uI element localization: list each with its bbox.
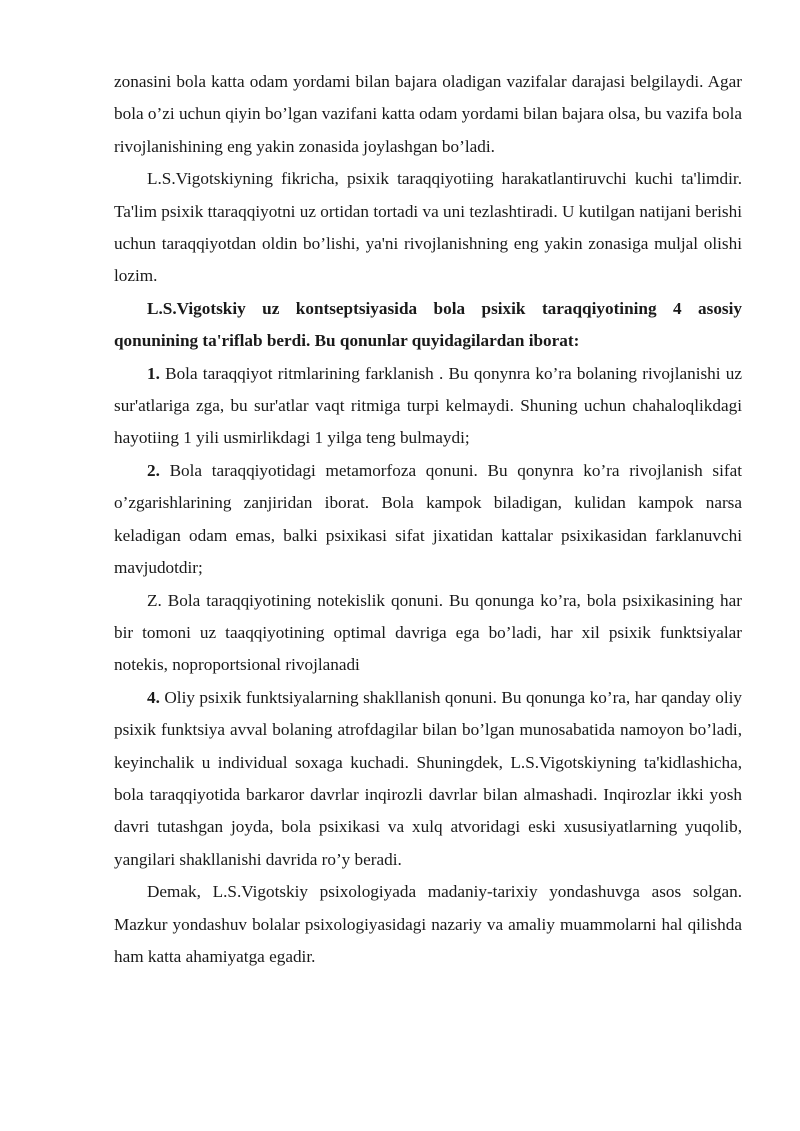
paragraph-conclusion: Demak, L.S.Vigotskiy psixologiyada madaniy-tarixiy yondashuvga asos solgan. Mazkur yondashuv bolalar psixologiyasidagi nazariy va amaliy muammolarni hal qilishda ham katta ahamiyatga egadir. (114, 882, 742, 966)
law-1-text: Bola taraqqiyot ritmlarining farklanish . Bu qonynra ko’ra bolaning rivojlanishi uz sur'atlariga zga, bu sur'atlar vaqt ritmiga turpi kelmaydi. Shuning uchun chahaloqlikdagi hayotiing 1 yili usmirlikdagi 1 yilga teng bulmaydi; (114, 363, 742, 448)
law-2-text: Bola taraqqiyotidagi metamorfoza qonuni. Bu qonynra ko’ra rivojlanish sifat o’zgarishlarining zanjiridan iborat. Bola kampok biladigan, kulidan kampok narsa keladigan odam emas, balki psixikasi sifat jixatidan kattalar psixikasidan farklanuvchi mavjudotdir; (114, 460, 742, 578)
paragraph-law-2 (114, 455, 742, 585)
law-4-text: Oliy psixik funktsiyalarning shakllanish qonuni. Bu qonunga ko’ra, har qanday oliy psixik funktsiya avval bolaning atrofdagilar bilan bo’lgan munosabatida namoyon bo’ladi, keyinchalik u individual soxaga kuchadi. Shuningdek, L.S.Vigotskiyning ta'kidlashicha, bola taraqqiyotida barkaror davrlar inqirozli davrlar bilan almashadi. Inqirozlar ikki yosh davri tutashgan joyda, bola psixikasi va xulq atvoridagi eski xususiyatlarning yuqolib, yangilari shakllanishi davrida ro’y beradi. (114, 687, 742, 869)
law-2-number: 2. (147, 460, 160, 480)
paragraph-law-4 (114, 682, 742, 876)
paragraph-continuation: zonasini bola katta odam yordami bilan bajara oladigan vazifalar darajasi belgilaydi. Agar bola o’zi uchun qiyin bo’lgan vazifani katta odam yordami bilan bajara olsa, bu vazifa bola rivojlanishining eng yakin zonasida joylashgan bo’ladi. (114, 72, 742, 156)
law-1-number: 1. (147, 363, 160, 383)
law-4-number: 4. (147, 687, 160, 707)
paragraph-law-1 (114, 358, 742, 455)
paragraph-vigotskiy-opinion: L.S.Vigotskiyning fikricha, psixik taraqqiyotiing harakatlantiruvchi kuchi ta'limdir. Ta'lim psixik ttaraqqiyotni uz ortidan tortadi va uni tezlashtiradi. U kutilgan natijani berishi uchun taraqqiyotdan oldin bo’lishi, ya'ni rivojlanishning eng yakin zonasiga muljal olishi lozim. (114, 169, 742, 286)
paragraph-laws-heading: L.S.Vigotskiy uz kontseptsiyasida bola psixik taraqqiyotining 4 asosiy qonunining ta'riflab berdi. Bu qonunlar quyidagilardan iborat: (114, 298, 742, 351)
document-page (114, 66, 742, 973)
paragraph-law-3: Z. Bola taraqqiyotining notekislik qonuni. Bu qonunga ko’ra, bola psixikasining har bir tomoni uz taaqqiyotining optimal davriga ega bo’ladi, har xil psixik funktsiyalar notekis, noproportsional rivojlanadi (114, 590, 742, 675)
